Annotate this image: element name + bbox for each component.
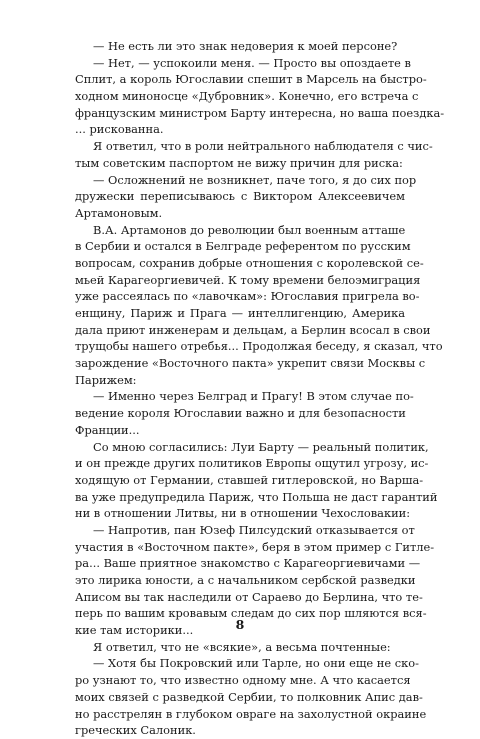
text-line: ва уже предупредила Париж, что Польша не даст гарантий [75,489,438,504]
text-line: ведение короля Югославии важно и для безопасности [75,406,406,421]
text-line: ро узнают то, что известно одному мне. А что касается [75,673,411,688]
text-line: в Сербии и остался в Белграде референтом по русским [75,239,411,254]
text-line: Артамоновым. [75,205,163,220]
text-line: — Напротив, пан Юзеф Пилсудский отказывается от [93,522,415,537]
text-line: Я ответил, что в роли нейтрального наблюдателя с чис- [93,139,433,154]
text-line: это лирика юности, а с начальником сербской разведки [75,573,416,587]
text-line: — Не есть ли это знак недоверия к моей персоне? [93,39,398,53]
text-line: Аписом вы так наследили от Сараево до Берлина, что те- [75,589,423,604]
text-line: В.А. Артамонов до революции был военным атташе [93,222,406,237]
text-line: — Нет, — успокоили меня. — Просто вы опоздаете в [93,55,411,70]
text-line: дружески переписываюсь с Виктором Алексеевичем [75,189,405,204]
text-line: Сплит, а король Югославии спешит в Марсель на быстро- [75,72,427,87]
text-line: енщину, Париж и Прага — интеллигенцию, Америка [75,306,405,320]
text-line: Парижем: [75,372,137,387]
text-line: — Именно через Белград и Прагу! В этом случае по- [93,389,414,404]
text-line: вопросам, сохранив добрые отношения с королевской се- [75,255,424,270]
text-line: но расстрелян в глубоком овраге на захолустной окраине [75,706,427,721]
text-line: — Осложнений не возникнет, паче того, я до сих пор [93,172,417,187]
text-line: перь по вашим кровавым следам до сих пор шляются вся- [75,606,427,621]
text-line: ходящую от Германии, ставшей гитлеровской, но Варша- [75,472,424,487]
text-line: мьей Карагеоргиевичей. К тому времени белоэмиграция [75,272,421,287]
text-line: уже рассеялась по «лавочкам»: Югославия пригрела во- [75,289,420,304]
page-number: 8 [235,617,245,632]
text-line: Я ответил, что не «всякие», а весьма почтенные: [93,639,391,654]
text-line: Со мною согласились: Луи Барту — реальный политик, [93,439,429,454]
text-line: ходном миноносце «Дубровник». Конечно, его встреча с [75,89,419,104]
text-line: ... рискованна. [75,122,164,137]
text-line: ни в отношении Литвы, ни в отношении Чехословакии: [75,506,411,521]
text-line: кие там историки... [75,623,194,638]
text-line: — Хотя бы Покровский или Тарле, но они еще не ско- [93,656,419,671]
text-line: тым советским паспортом не вижу причин для риска: [75,155,403,170]
text-line: трущобы нашего отребья... Продолжая беседу, я сказал, что [75,339,443,354]
text-line: Франции... [75,422,140,437]
text-line: ра... Ваше приятное знакомство с Карагеоргиевичами — [75,556,421,571]
text-line: греческих Салоник. [75,723,196,738]
text-line: зарождение «Восточного пакта» укрепит связи Москвы с [75,356,426,371]
text-line: и он прежде других политиков Европы ощутил угрозу, ис- [75,456,429,471]
text-line: французским министром Барту интересна, но ваша поездка- [75,105,445,120]
text-line: моих связей с разведкой Сербии, то полковник Апис дав- [75,689,423,704]
text-line: участия в «Восточном пакте», беря в этом пример с Гитле- [75,539,435,554]
text-line: дала приют инженерам и дельцам, а Берлин всосал в свои [75,322,431,337]
body-text [75,38,445,739]
